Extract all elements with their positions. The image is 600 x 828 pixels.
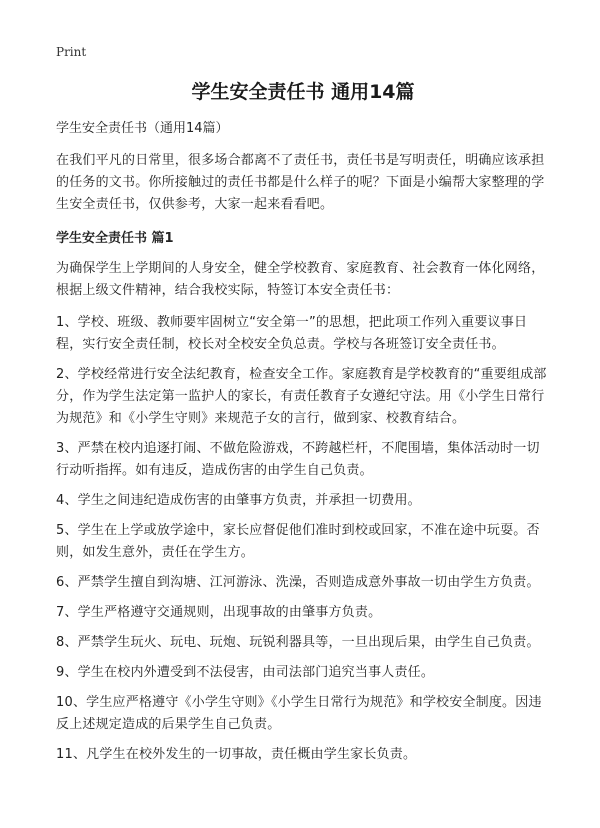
list-item: 4、学生之间违纪造成伤害的由肇事方负责，并承担一切费用。	[56, 493, 421, 508]
section-intro-paragraph: 为确保学生上学期间的人身安全，健全学校教育、家庭教育、社会教育一体化网络，根据上级文件精神，结合我校实际，特签订本安全责任书：	[56, 261, 545, 298]
list-item: 7、学生严格遵守交通规则，出现事故的由肇事方负责。	[56, 605, 382, 620]
intro-paragraph: 在我们平凡的日常里，很多场合都离不了责任书，责任书是写明责任，明确应该承担的任务的文书。你所接触过的责任书都是什么样子的呢？下面是小编帮大家整理的学生安全责任书，仅供参考，大家一起来看看吧。	[56, 153, 545, 212]
list-item: 10、学生应严格遵守《小学生守则》《小学生日常行为规范》和学校安全制度。因违反上述规定造成的后果学生自己负责。	[56, 695, 542, 732]
document-subtitle: 学生安全责任书（通用14篇）	[56, 121, 229, 136]
list-item: 8、严禁学生玩火、玩电、玩炮、玩锐利器具等，一旦出现后果，由学生自己负责。	[56, 635, 540, 650]
list-item: 3、严禁在校内追逐打闹、不做危险游戏，不跨越栏杆，不爬围墙，集体活动时一切行动听指挥。如有违反，造成伤害的由学生自己负责。	[56, 441, 540, 478]
section-heading: 学生安全责任书 篇1	[56, 231, 174, 246]
list-item: 2、学校经常进行安全法纪教育，检查安全工作。家庭教育是学校教育的“重要组成部分，作为学生法定第一监护人的家长，有责任教育子女遵纪守法。用《小学生日常行为规范》和《小学生守则》来规范子女的言行，做到家、校教育结合。	[56, 367, 547, 426]
list-item: 11、凡学生在校外发生的一切事故，责任概由学生家长负责。	[56, 747, 417, 762]
document-title: 学生安全责任书 通用14篇	[191, 81, 415, 103]
list-item: 5、学生在上学或放学途中，家长应督促他们准时到校或回家，不准在途中玩耍。否则，如发生意外，责任在学生方。	[56, 523, 540, 560]
list-item: 6、严禁学生擅自到沟塘、江河游泳、洗澡，否则造成意外事故一切由学生方负责。	[56, 575, 540, 590]
list-item: 1、学校、班级、教师要牢固树立“安全第一”的思想，把此项工作列入重要议事日程，实行安全责任制，校长对全校安全负总责。学校与各班签订安全责任书。	[56, 315, 528, 352]
list-item: 9、学生在校内外遭受到不法侵害，由司法部门追究当事人责任。	[56, 665, 435, 680]
print-link[interactable]: Print	[56, 45, 87, 59]
responsibility-list	[56, 312, 550, 766]
document-page	[56, 78, 550, 774]
